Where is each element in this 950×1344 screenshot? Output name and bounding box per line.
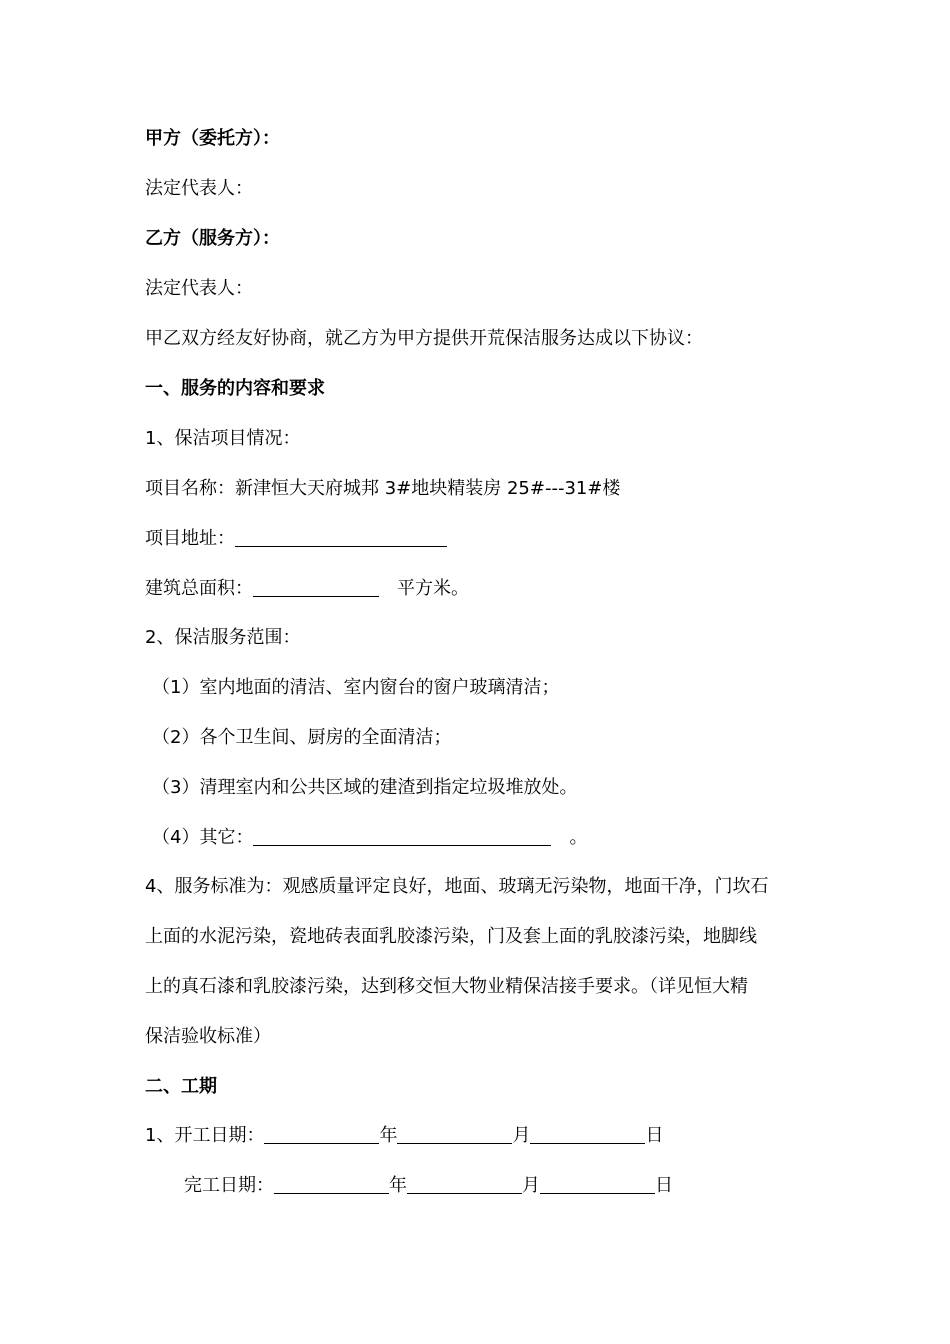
area-label: 建筑总面积： bbox=[145, 578, 253, 599]
party-b-rep-label: 法定代表人： bbox=[145, 278, 253, 299]
area-unit: 平方米。 bbox=[397, 578, 469, 599]
scope-other-end: 。 bbox=[569, 827, 588, 848]
project-info-label: 1、保洁项目情况： bbox=[145, 428, 301, 449]
section1-heading: 一、服务的内容和要求 bbox=[145, 378, 325, 399]
party-a-title: 甲方（委托方）： bbox=[145, 128, 280, 149]
year-label: 年 bbox=[389, 1175, 407, 1196]
scope-other-row bbox=[152, 826, 587, 850]
start-date-label: 1、开工日期： bbox=[145, 1125, 265, 1146]
end-year-blank[interactable] bbox=[274, 1175, 389, 1194]
scope-label: 2、保洁服务范围： bbox=[145, 627, 301, 648]
section2-heading: 二、工期 bbox=[145, 1076, 217, 1097]
year-label: 年 bbox=[379, 1125, 398, 1146]
standard-line: 上的真石漆和乳胶漆污染，达到移交恒大物业精保洁接手要求。（详见恒大精 bbox=[145, 976, 748, 997]
end-date-label: 完工日期： bbox=[184, 1175, 274, 1196]
standard-line: 上面的水泥污染，瓷地砖表面乳胶漆污染，门及套上面的乳胶漆污染，地脚线 bbox=[145, 926, 757, 947]
start-day-blank[interactable] bbox=[530, 1125, 645, 1144]
day-label: 日 bbox=[645, 1125, 664, 1146]
start-month-blank[interactable] bbox=[397, 1125, 512, 1144]
standard-line: 保洁验收标准） bbox=[145, 1026, 271, 1047]
project-address-blank[interactable] bbox=[235, 528, 447, 547]
standard-line: 4、服务标准为：观感质量评定良好，地面、玻璃无污染物，地面干净，门坎石 bbox=[145, 876, 769, 897]
area-row bbox=[145, 577, 469, 601]
area-blank[interactable] bbox=[253, 578, 379, 597]
start-date-row bbox=[145, 1124, 663, 1148]
intro-text: 甲乙双方经友好协商，就乙方为甲方提供开荒保洁服务达成以下协议： bbox=[145, 328, 703, 349]
party-a-rep-label: 法定代表人： bbox=[145, 178, 253, 199]
scope-other-blank[interactable] bbox=[253, 827, 551, 846]
start-year-blank[interactable] bbox=[264, 1125, 379, 1144]
project-address-label: 项目地址： bbox=[145, 528, 235, 549]
party-b-title: 乙方（服务方）： bbox=[145, 228, 280, 249]
scope-other-label: （4）其它： bbox=[152, 827, 254, 848]
end-month-blank[interactable] bbox=[407, 1175, 522, 1194]
scope-item: （2）各个卫生间、厨房的全面清洁； bbox=[152, 727, 452, 748]
end-date-row bbox=[184, 1174, 673, 1198]
scope-item: （3）清理室内和公共区域的建渣到指定垃圾堆放处。 bbox=[152, 777, 578, 798]
day-label: 日 bbox=[655, 1175, 673, 1196]
scope-item: （1）室内地面的清洁、室内窗台的窗户玻璃清洁； bbox=[152, 677, 560, 698]
project-name: 项目名称：新津恒大天府城邦 3#地块精装房 25#---31#楼 bbox=[145, 478, 621, 499]
project-address-row bbox=[145, 527, 447, 551]
end-day-blank[interactable] bbox=[540, 1175, 655, 1194]
month-label: 月 bbox=[522, 1175, 540, 1196]
month-label: 月 bbox=[512, 1125, 531, 1146]
